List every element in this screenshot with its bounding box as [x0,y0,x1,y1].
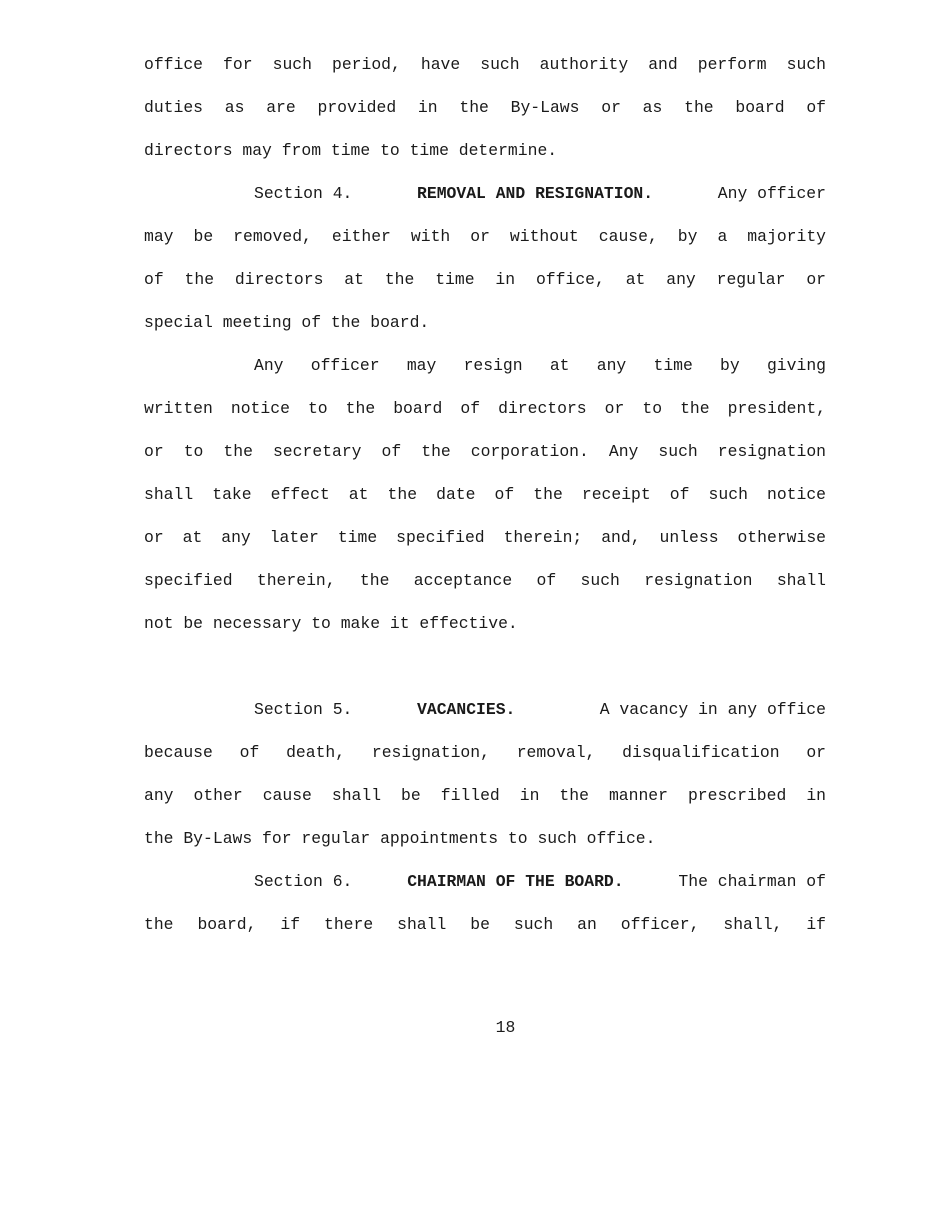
body-line: because of death, resignation, removal, disqualification or [144,743,826,762]
body-line: Any officer may resign at any time by giving [254,356,826,375]
body-line: of the directors at the time in office, at any regular or [144,270,826,289]
section-4-number: Section 4. [254,184,353,203]
section-4-title: REMOVAL AND RESIGNATION. [417,184,654,203]
body-line: office for such period, have such authority and perform such [144,55,826,74]
body-line: or at any later time specified therein; and, unless otherwise [144,528,826,547]
section-6-number: Section 6. [254,872,353,891]
body-line: not be necessary to make it effective. [144,614,518,633]
body-line: special meeting of the board. [144,313,430,332]
body-line: or to the secretary of the corporation. Any such resignation [144,442,826,461]
section-6-text-start: The chairman of [678,872,826,891]
body-line: any other cause shall be filled in the manner prescribed in [144,786,826,805]
body-line: shall take effect at the date of the receipt of such notice [144,485,826,504]
body-line: written notice to the board of directors or to the president, [144,399,826,418]
section-4-heading-line [144,172,826,215]
section-4-text-start: Any officer [717,184,826,203]
body-line: the board, if there shall be such an officer, shall, if [144,915,826,934]
body-line: duties as are provided in the By-Laws or as the board of [144,98,826,117]
paragraph-gap [144,645,826,688]
section-5-number: Section 5. [254,700,353,719]
section-6-title: CHAIRMAN OF THE BOARD. [407,872,624,891]
section-5-text-start: A vacancy in any office [599,700,826,719]
body-line: specified therein, the acceptance of such resignation shall [144,571,826,590]
page-number: 18 [495,1018,516,1037]
section-5-title: VACANCIES. [417,700,516,719]
section-5-heading-line [144,688,826,731]
body-line: may be removed, either with or without cause, by a majority [144,227,826,246]
document-body [144,43,826,946]
section-6-heading-line [144,860,826,903]
body-line: the By-Laws for regular appointments to such office. [144,829,656,848]
body-line: directors may from time to time determine. [144,141,558,160]
